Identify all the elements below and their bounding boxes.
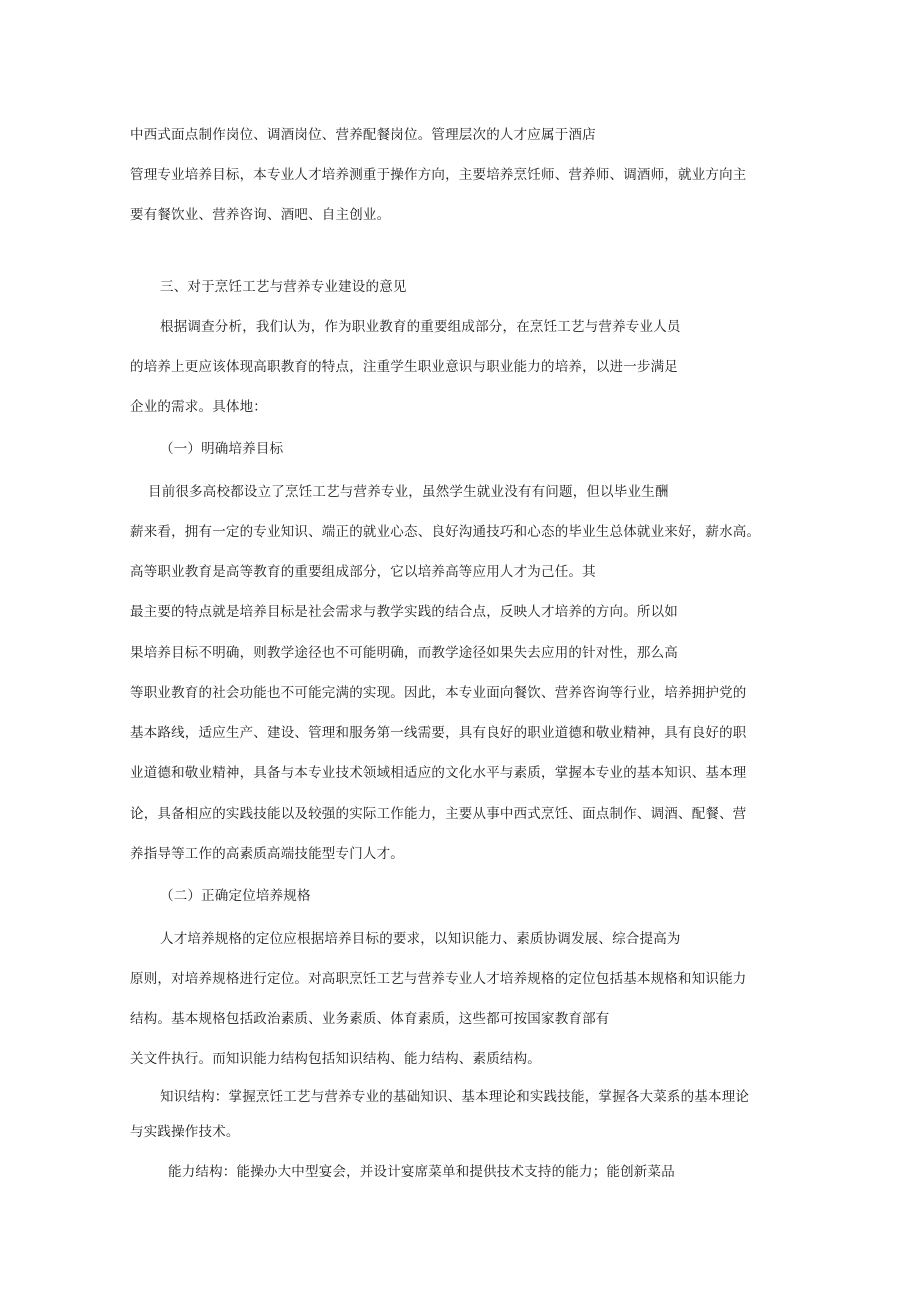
text-line: 能力结构：能操办大中型宴会，并设计宴席菜单和提供技术支持的能力；能创新菜品 <box>168 1164 675 1180</box>
text-line: 薪来看，拥有一定的专业知识、端正的就业心态、良好沟通技巧和心态的毕业生总体就业来好，薪水高。 <box>130 524 761 540</box>
text-line: 根据调查分析，我们认为，作为职业教育的重要组成部分，在烹饪工艺与营养专业人员 <box>160 319 681 335</box>
text-line: 等职业教育的社会功能也不可能完满的实现。因此，本专业面向餐饮、营养咨询等行业，培养拥护党的 <box>130 685 747 701</box>
text-line: 果培养目标不明确，则教学途径也不可能明确，而教学途径如果失去应用的针对性，那么高 <box>130 645 678 661</box>
text-line: 人才培养规格的定位应根据培养目标的要求，以知识能力、素质协调发展、综合提高为 <box>160 931 681 947</box>
text-line: 养指导等工作的高素质高端技能型专门人才。 <box>130 846 404 862</box>
text-line: 与实践操作技术。 <box>130 1124 240 1140</box>
text-line: 要有餐饮业、营养咨询、酒吧、自主创业。 <box>130 207 391 223</box>
text-line: 高等职业教育是高等教育的重要组成部分，它以培养高等应用人才为己任。其 <box>130 564 596 580</box>
text-line: 基本路线，适应生产、建设、管理和服务第一线需要，具有良好的职业道德和敬业精神，具有良好的职 <box>130 725 747 741</box>
text-line: 最主要的特点就是培养目标是社会需求与教学实践的结合点，反映人才培养的方向。所以如 <box>130 604 678 620</box>
text-line: 目前很多高校都设立了烹饪工艺与营养专业，虽然学生就业没有有问题，但以毕业生酬 <box>148 484 669 500</box>
subsection-heading: （二）正确定位培养规格 <box>160 888 311 904</box>
subsection-heading: （一）明确培养目标 <box>160 441 284 457</box>
text-line: 结构。基本规格包括政治素质、业务素质、体育素质，这些都可按国家教育部有 <box>130 1011 610 1027</box>
text-line: 的培养上更应该体现高职教育的特点，注重学生职业意识与职业能力的培养，以进一步满足 <box>130 359 678 375</box>
text-line: 管理专业培养目标，本专业人才培养测重于操作方向，主要培养烹饪师、营养师、调酒师，就业方向主 <box>130 167 747 183</box>
text-line: 企业的需求。具体地： <box>130 399 267 415</box>
text-line: 业道德和敬业精神，具备与本专业技术领域相适应的文化水平与素质，掌握本专业的基本知识、基本理 <box>130 765 747 781</box>
text-line: 关文件执行。而知识能力结构包括知识结构、能力结构、素质结构。 <box>130 1051 541 1067</box>
text-line: 知识结构：掌握烹饪工艺与营养专业的基础知识、基本理论和实践技能，掌握各大菜系的基本理论 <box>160 1089 750 1105</box>
text-line: 论，具备相应的实践技能以及较强的实际工作能力，主要从事中西式烹饪、面点制作、调酒、配餐、营 <box>130 806 747 822</box>
text-line: 原则，对培养规格进行定位。对高职烹饪工艺与营养专业人才培养规格的定位包括基本规格和知识能力 <box>130 971 747 987</box>
section-heading: 三、对于烹饪工艺与营养专业建设的意见 <box>160 279 407 295</box>
text-line: 中西式面点制作岗位、调酒岗位、营养配餐岗位。管理层次的人才应属于酒店 <box>130 127 596 143</box>
